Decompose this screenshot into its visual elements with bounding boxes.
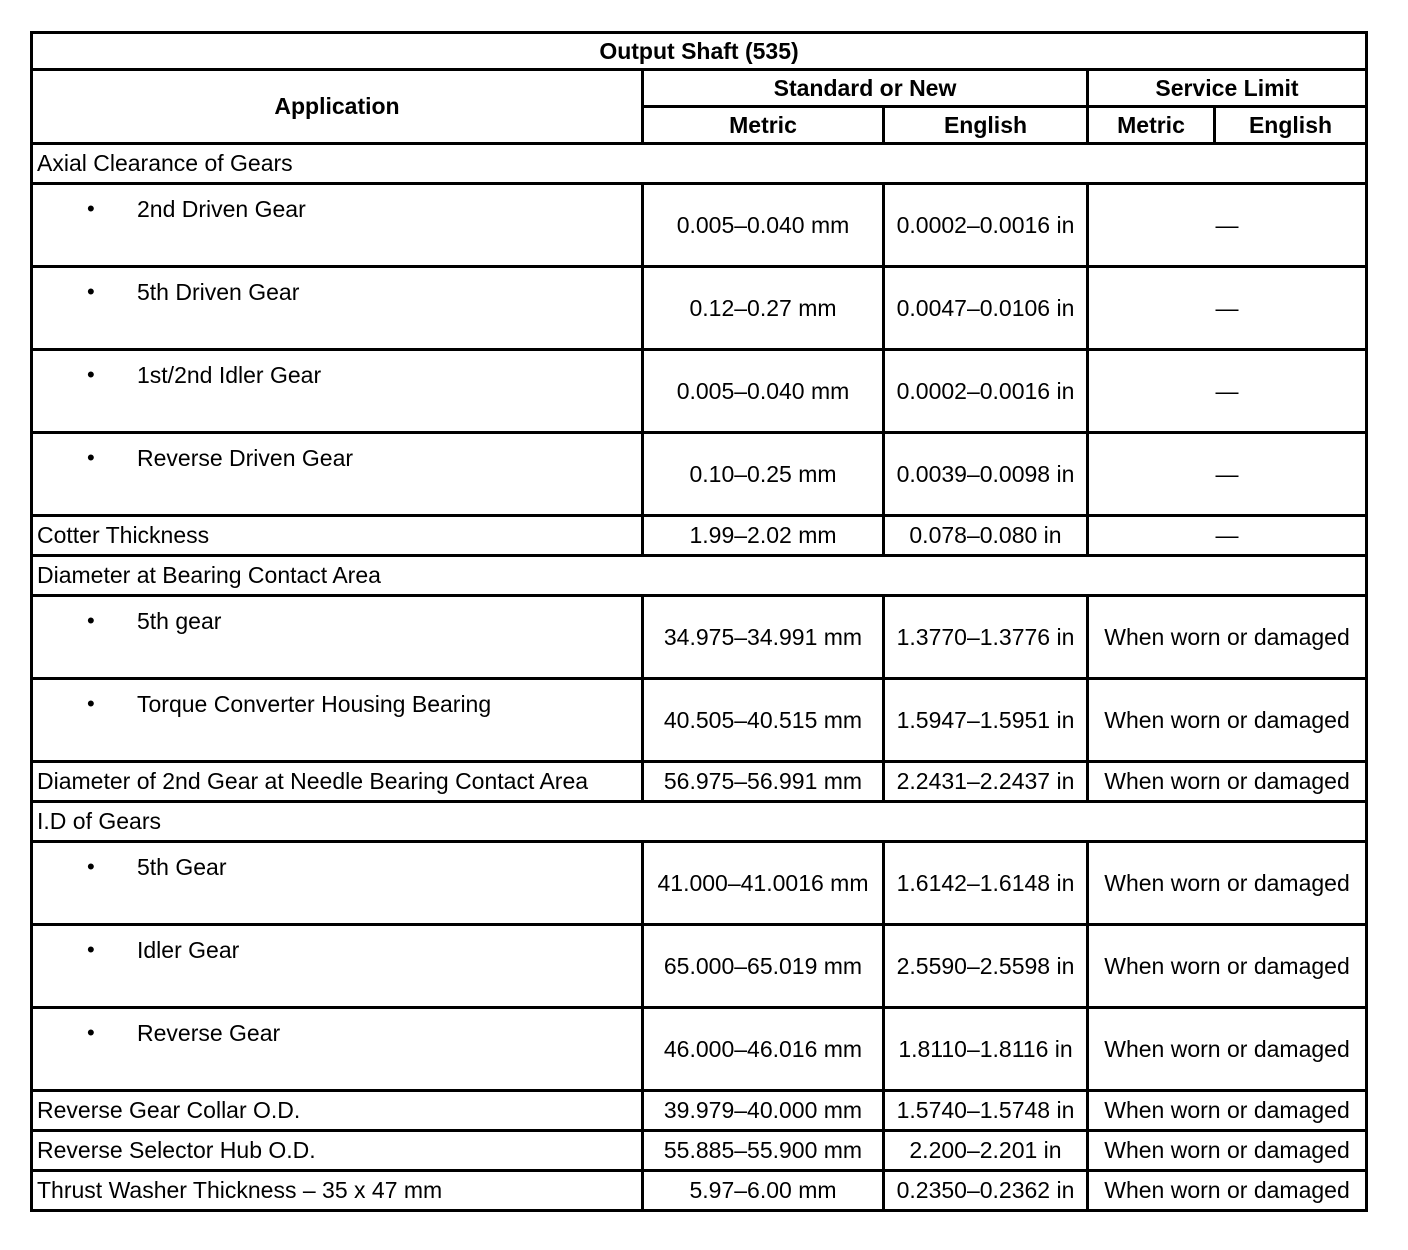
standard-english-value: 2.5590–2.5598 in [884,925,1088,1008]
standard-english-value: 1.5947–1.5951 in [884,679,1088,762]
standard-english-value: 1.3770–1.3776 in [884,596,1088,679]
standard-metric-value: 55.885–55.900 mm [643,1131,884,1171]
service-limit-value: When worn or damaged [1088,1171,1367,1211]
standard-metric-value: 1.99–2.02 mm [643,516,884,556]
standard-metric-value: 46.000–46.016 mm [643,1008,884,1091]
item-label: 5th gear [137,608,222,634]
standard-english-value: 1.6142–1.6148 in [884,842,1088,925]
table-row [32,842,1367,925]
table-row [32,184,1367,267]
table-row [32,762,1367,802]
standard-metric-value: 0.005–0.040 mm [643,184,884,267]
item-label: 1st/2nd Idler Gear [137,362,322,388]
application-cell [32,433,643,516]
standard-metric-value: 5.97–6.00 mm [643,1171,884,1211]
service-limit-value: When worn or damaged [1088,1091,1367,1131]
bullet-icon: • [87,937,95,962]
application-cell [32,184,643,267]
application-cell [32,842,643,925]
table-title: Output Shaft (535) [32,33,1367,70]
item-label: Reverse Driven Gear [137,445,354,471]
header-service-limit: Service Limit [1088,70,1367,107]
group-label: I.D of Gears [32,802,1367,842]
standard-english-value: 2.2431–2.2437 in [884,762,1088,802]
standard-metric-value: 56.975–56.991 mm [643,762,884,802]
service-limit-value: When worn or damaged [1088,1008,1367,1091]
table-row [32,679,1367,762]
standard-metric-value: 40.505–40.515 mm [643,679,884,762]
standard-metric-value: 39.979–40.000 mm [643,1091,884,1131]
bullet-icon: • [87,445,95,470]
header-application: Application [32,70,643,144]
item-label: Torque Converter Housing Bearing [137,691,492,717]
bullet-icon: • [87,196,95,221]
standard-english-value: 0.078–0.080 in [884,516,1088,556]
application-cell [32,1008,643,1091]
spec-table [30,31,1368,1212]
service-limit-value: When worn or damaged [1088,596,1367,679]
bullet-icon: • [87,1020,95,1045]
application-cell [32,596,643,679]
application-cell [32,925,643,1008]
table-row [32,1131,1367,1171]
application-cell [32,350,643,433]
application-cell [32,267,643,350]
standard-english-value: 1.8110–1.8116 in [884,1008,1088,1091]
service-limit-value: — [1088,433,1367,516]
table-row [32,1008,1367,1091]
application-cell: Reverse Selector Hub O.D. [32,1131,643,1171]
application-cell: Diameter of 2nd Gear at Needle Bearing Contact Area [32,762,643,802]
item-label: 5th Gear [137,854,227,880]
service-limit-value: — [1088,350,1367,433]
standard-english-value: 0.0047–0.0106 in [884,267,1088,350]
group-row [32,144,1367,184]
header-standard-or-new: Standard or New [643,70,1088,107]
table-row [32,596,1367,679]
table-row [32,350,1367,433]
bullet-icon: • [87,279,95,304]
service-limit-value: — [1088,516,1367,556]
application-cell: Cotter Thickness [32,516,643,556]
group-row [32,556,1367,596]
service-limit-value: When worn or damaged [1088,925,1367,1008]
standard-metric-value: 65.000–65.019 mm [643,925,884,1008]
item-label: 2nd Driven Gear [137,196,306,222]
application-cell: Reverse Gear Collar O.D. [32,1091,643,1131]
application-cell [32,679,643,762]
standard-english-value: 0.0002–0.0016 in [884,184,1088,267]
standard-metric-value: 0.005–0.040 mm [643,350,884,433]
table-row [32,1171,1367,1211]
standard-english-value: 1.5740–1.5748 in [884,1091,1088,1131]
service-limit-value: When worn or damaged [1088,679,1367,762]
table-row [32,267,1367,350]
header-limit-english: English [1215,107,1367,144]
header-limit-metric: Metric [1088,107,1215,144]
item-label: 5th Driven Gear [137,279,300,305]
standard-metric-value: 0.12–0.27 mm [643,267,884,350]
group-label: Axial Clearance of Gears [32,144,1367,184]
standard-metric-value: 41.000–41.0016 mm [643,842,884,925]
standard-english-value: 0.2350–0.2362 in [884,1171,1088,1211]
standard-english-value: 2.200–2.201 in [884,1131,1088,1171]
table-row [32,925,1367,1008]
item-label: Idler Gear [137,937,240,963]
application-cell: Thrust Washer Thickness – 35 x 47 mm [32,1171,643,1211]
bullet-icon: • [87,608,95,633]
service-limit-value: When worn or damaged [1088,762,1367,802]
service-limit-value: — [1088,184,1367,267]
table-row [32,433,1367,516]
bullet-icon: • [87,691,95,716]
table-row [32,1091,1367,1131]
header-standard-english: English [884,107,1088,144]
standard-english-value: 0.0002–0.0016 in [884,350,1088,433]
service-limit-value: When worn or damaged [1088,1131,1367,1171]
service-limit-value: — [1088,267,1367,350]
item-label: Reverse Gear [137,1020,281,1046]
service-limit-value: When worn or damaged [1088,842,1367,925]
standard-english-value: 0.0039–0.0098 in [884,433,1088,516]
standard-metric-value: 0.10–0.25 mm [643,433,884,516]
header-standard-metric: Metric [643,107,884,144]
bullet-icon: • [87,362,95,387]
bullet-icon: • [87,854,95,879]
group-label: Diameter at Bearing Contact Area [32,556,1367,596]
group-row [32,802,1367,842]
table-row [32,516,1367,556]
standard-metric-value: 34.975–34.991 mm [643,596,884,679]
